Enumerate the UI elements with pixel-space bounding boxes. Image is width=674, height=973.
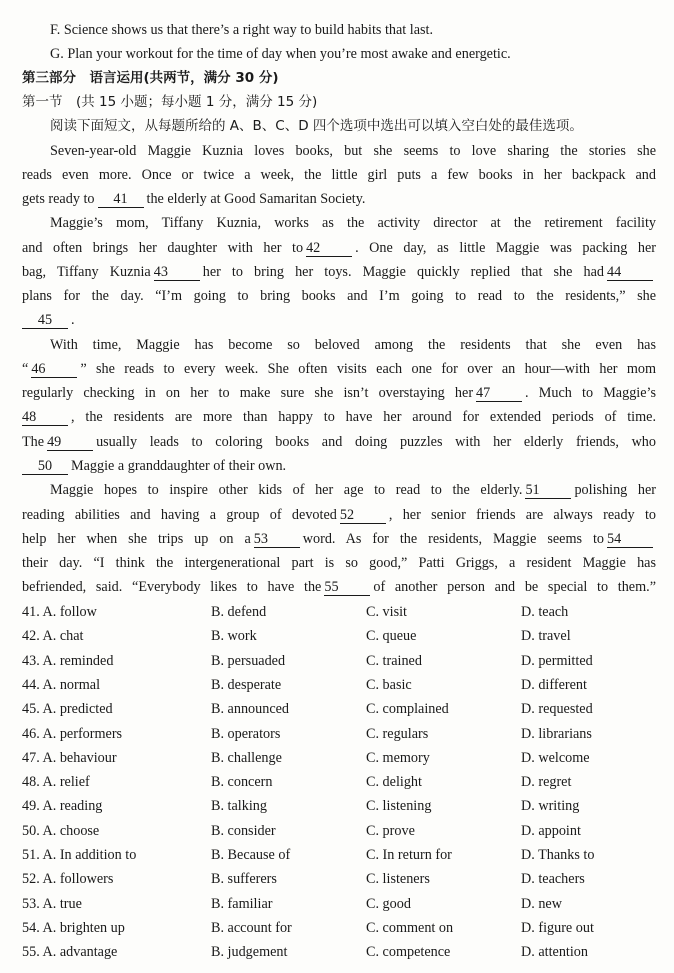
option-a: 55. A. advantage [22,944,118,961]
passage-text: , her senior friends are always ready to [388,507,656,523]
question-row [22,795,662,817]
option-b: B. persuaded [211,652,286,669]
part-title: 第三部分 语言运用(共两节，满分 30 分) [22,70,279,86]
option-d: D. different [521,676,587,693]
option-d: D. librarians [521,725,592,742]
option-c: C. visit [366,604,407,620]
option-d: D. new [521,895,562,912]
option-a: 43. A. reminded [22,652,114,669]
option-d: D. writing [521,798,580,815]
passage-text: usually leads to coloring books and doing puzzles with her elderly friends, who [96,434,656,450]
question-row [22,601,662,623]
option-b: B. defend [211,604,267,620]
blank-44: 44 [607,264,653,281]
option-b: B. desperate [211,676,282,693]
passage-line: Seven-year-old Maggie Kuznia loves books, but she seems to love sharing the stories she [50,143,656,159]
option-d: D. appoint [521,822,581,839]
option-d: D. teachers [521,871,585,888]
option-b: B. sufferers [211,871,277,888]
question-row [22,674,662,696]
option-c: C. listening [366,798,432,815]
passage-line: their day. “I think the intergenerational part is so good,” Patti Griggs, a resident Maggie has [22,555,656,571]
blank-46: 46 [31,361,77,378]
option-f: F. Science shows us that there’s a right way to build habits that last. [50,22,434,38]
option-c: C. delight [366,774,422,791]
option-d: D. welcome [521,749,590,766]
passage-text: help her when she trips up on a [22,531,251,547]
option-b: B. concern [211,774,273,791]
option-d: D. attention [521,944,588,961]
option-b: B. announced [211,701,290,718]
option-c: C. comment on [366,919,454,936]
question-row [22,650,662,672]
blank-47: 47 [476,385,522,402]
passage-line [22,432,656,452]
option-a: 54. A. brighten up [22,919,125,936]
option-d: D. travel [521,628,571,645]
question-row [22,917,662,939]
passage-text: . [71,312,75,328]
passage-text: the elderly at Good Samaritan Society. [146,191,366,207]
passage-line: reads even more. Once or twice a week, the little girl puts a few books in her backpack and [22,167,656,183]
option-c: C. memory [366,749,430,766]
section-title: 第一节 (共 15 小题；每小题 1 分，满分 15 分) [22,94,318,110]
passage-text: bag, Tiffany Kuznia [22,264,151,280]
passage-line [22,262,656,282]
passage-text: reading abilities and having a group of devoted [22,507,337,523]
passage-text: of another person and be special to them.” [373,579,656,595]
passage-text: befriended, said. “Everybody likes to have the [22,579,322,595]
option-a: 45. A. predicted [22,701,113,718]
option-a: 52. A. followers [22,871,114,888]
option-a: 46. A. performers [22,725,123,742]
passage-text: The [22,434,45,450]
option-c: C. basic [366,676,412,693]
passage-text: “ [22,361,29,377]
passage-text: her to bring her toys. Maggie quickly replied that she had [202,264,604,280]
option-b: B. work [211,628,257,645]
question-row [22,747,662,769]
passage-text: ” she reads to every week. She often visits each one for over an hour—with her mom [80,361,656,377]
option-c: C. listeners [366,871,430,888]
passage-text: gets ready to [22,191,95,207]
blank-48: 48 [22,409,68,426]
option-a: 53. A. true [22,895,82,912]
passage-line [22,505,656,525]
question-row [22,771,662,793]
question-row [22,893,662,915]
option-a: 48. A. relief [22,774,90,791]
option-b: B. consider [211,822,276,839]
option-a: 47. A. behaviour [22,749,117,766]
question-row [22,844,662,866]
option-a: 50. A. choose [22,822,100,839]
passage-line [22,359,656,379]
option-b: B. account for [211,919,292,936]
option-a: 51. A. In addition to [22,847,137,863]
question-row [22,820,662,842]
option-d: D. teach [521,604,569,620]
option-d: D. permitted [521,652,593,669]
passage-line [22,577,656,597]
blank-51: 51 [525,482,571,499]
question-row [22,941,662,963]
option-b: B. familiar [211,895,273,912]
blank-53: 53 [254,531,300,548]
passage-line [22,189,656,209]
passage-text: . One day, as little Maggie was packing her [355,240,657,256]
blank-49: 49 [47,434,93,451]
passage-text: regularly checking in on her to make sure she isn’t overstaying her [22,385,474,401]
option-c: C. trained [366,652,422,669]
blank-55: 55 [324,579,370,596]
question-row [22,698,662,720]
passage-line: With time, Maggie has become so beloved among the residents that she even has [50,337,656,353]
question-row [22,868,662,890]
passage-line [22,310,656,330]
question-row [22,723,662,745]
blank-50: 50 [22,458,68,475]
passage-line [22,407,656,427]
option-b: B. Because of [211,847,291,863]
option-c: C. In return for [366,847,452,863]
passage-text: , the residents are more than happy to have her around for extended periods of time. [71,409,656,425]
option-b: B. challenge [211,749,282,766]
option-d: D. requested [521,701,593,718]
option-a: 44. A. normal [22,676,101,693]
passage-line [22,456,656,476]
passage-line: plans for the day. “I’m going to bring books and I’m going to read to the residents,” she [22,288,656,304]
passage-text: polishing her [574,482,656,498]
option-b: B. talking [211,798,267,815]
option-a: 41. A. follow [22,604,97,620]
passage-line [22,529,656,549]
passage-text: Maggie hopes to inspire other kids of her age to read to the elderly. [50,482,523,498]
option-g: G. Plan your workout for the time of day when you’re most awake and energetic. [50,46,511,62]
question-row [22,625,662,647]
passage-text: . Much to Maggie’s [525,385,656,401]
option-d: D. Thanks to [521,847,595,863]
option-c: C. queue [366,628,417,645]
option-b: B. judgement [211,944,288,961]
option-a: 49. A. reading [22,798,103,815]
option-d: D. regret [521,774,572,791]
option-c: C. prove [366,822,415,839]
blank-41: 41 [98,191,144,208]
passage-line [22,238,656,258]
option-c: C. good [366,895,411,912]
option-d: D. figure out [521,919,594,936]
option-c: C. competence [366,944,451,961]
blank-45: 45 [22,312,68,329]
passage-line [50,480,656,500]
blank-52: 52 [340,507,386,524]
passage-line: Maggie’s mom, Tiffany Kuznia, works as the activity director at the retirement facility [50,215,656,231]
option-b: B. operators [211,725,281,742]
passage-text: word. As for the residents, Maggie seems to [302,531,604,547]
blank-43: 43 [154,264,200,281]
option-c: C. complained [366,701,449,718]
blank-42: 42 [306,240,352,257]
passage-line [22,383,656,403]
option-a: 42. A. chat [22,628,84,645]
passage-text: and often brings her daughter with her to [22,240,304,256]
passage-text: Maggie a granddaughter of their own. [71,458,287,474]
blank-54: 54 [607,531,653,548]
option-c: C. regulars [366,725,429,742]
instructions: 阅读下面短文，从每题所给的 A、B、C、D 四个选项中选出可以填入空白处的最佳选项。 [50,118,583,134]
